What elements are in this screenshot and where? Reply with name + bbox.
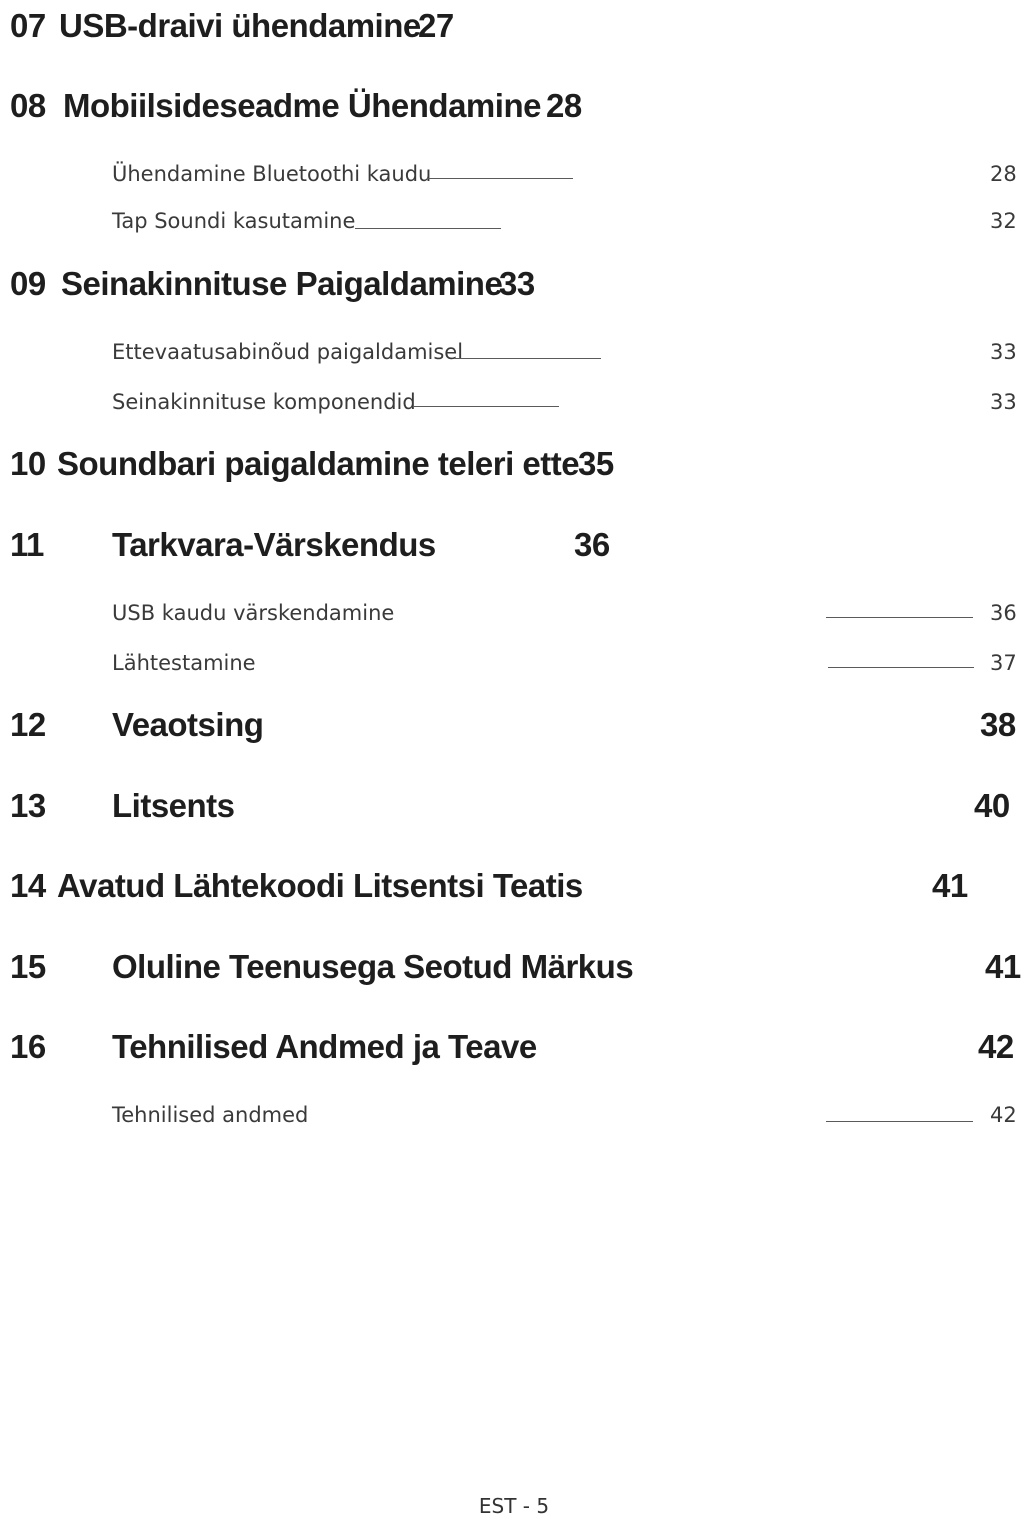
section-title: Soundbari paigaldamine teleri ette bbox=[57, 445, 580, 482]
section-page: 33 bbox=[499, 265, 535, 302]
section-page: 36 bbox=[574, 526, 610, 563]
subsection-title: Tehnilised andmed bbox=[112, 1103, 309, 1127]
section-title: Litsents bbox=[112, 787, 235, 824]
subsection-title: Ettevaatusabinõud paigaldamisel bbox=[112, 340, 464, 364]
section-title: Avatud Lähtekoodi Litsentsi Teatis bbox=[57, 867, 583, 904]
page-footer: EST - 5 bbox=[478, 1494, 550, 1518]
section-page: 42 bbox=[978, 1028, 1014, 1065]
section-number: 08 bbox=[10, 87, 46, 124]
subsection-page: 33 bbox=[990, 390, 1017, 414]
section-title: Oluline Teenusega Seotud Märkus bbox=[112, 948, 634, 985]
section-number: 12 bbox=[10, 706, 46, 743]
subsection-title: USB kaudu värskendamine bbox=[112, 601, 395, 625]
section-number: 07 bbox=[10, 7, 46, 44]
section-title: USB-draivi ühendamine bbox=[59, 7, 421, 44]
section-number: 15 bbox=[10, 948, 46, 985]
subsection-title: Seinakinnituse komponendid bbox=[112, 390, 416, 414]
subsection-page: 36 bbox=[990, 601, 1017, 625]
subsection-title: Lähtestamine bbox=[112, 651, 256, 675]
subsection-page: 33 bbox=[990, 340, 1017, 364]
section-page: 38 bbox=[980, 706, 1016, 743]
subsection-page: 42 bbox=[990, 1103, 1017, 1127]
leader-line bbox=[826, 617, 973, 618]
section-number: 11 bbox=[10, 526, 44, 563]
section-page: 41 bbox=[985, 948, 1021, 985]
section-title: Seinakinnituse Paigaldamine bbox=[61, 265, 503, 302]
section-page: 35 bbox=[578, 445, 614, 482]
section-number: 10 bbox=[10, 445, 46, 482]
subsection-page: 28 bbox=[990, 162, 1017, 186]
section-page: 40 bbox=[974, 787, 1010, 824]
section-page: 27 bbox=[418, 7, 454, 44]
section-page: 41 bbox=[932, 867, 968, 904]
subsection-title: Tap Soundi kasutamine bbox=[112, 209, 356, 233]
subsection-title: Ühendamine Bluetoothi kaudu bbox=[112, 162, 432, 186]
section-title: Mobiilsideseadme Ühendamine bbox=[63, 87, 541, 124]
leader-line bbox=[826, 1121, 973, 1122]
subsection-page: 37 bbox=[990, 651, 1017, 675]
section-number: 16 bbox=[10, 1028, 46, 1065]
section-page: 28 bbox=[546, 87, 582, 124]
leader-line bbox=[413, 406, 559, 407]
section-number: 13 bbox=[10, 787, 46, 824]
leader-line bbox=[355, 228, 501, 229]
section-number: 14 bbox=[10, 867, 46, 904]
section-title: Veaotsing bbox=[112, 706, 264, 743]
section-number: 09 bbox=[10, 265, 46, 302]
subsection-page: 32 bbox=[990, 209, 1017, 233]
section-title: Tarkvara-Värskendus bbox=[112, 526, 436, 563]
leader-line bbox=[455, 358, 601, 359]
section-title: Tehnilised Andmed ja Teave bbox=[112, 1028, 537, 1065]
leader-line bbox=[828, 667, 974, 668]
leader-line bbox=[427, 178, 573, 179]
